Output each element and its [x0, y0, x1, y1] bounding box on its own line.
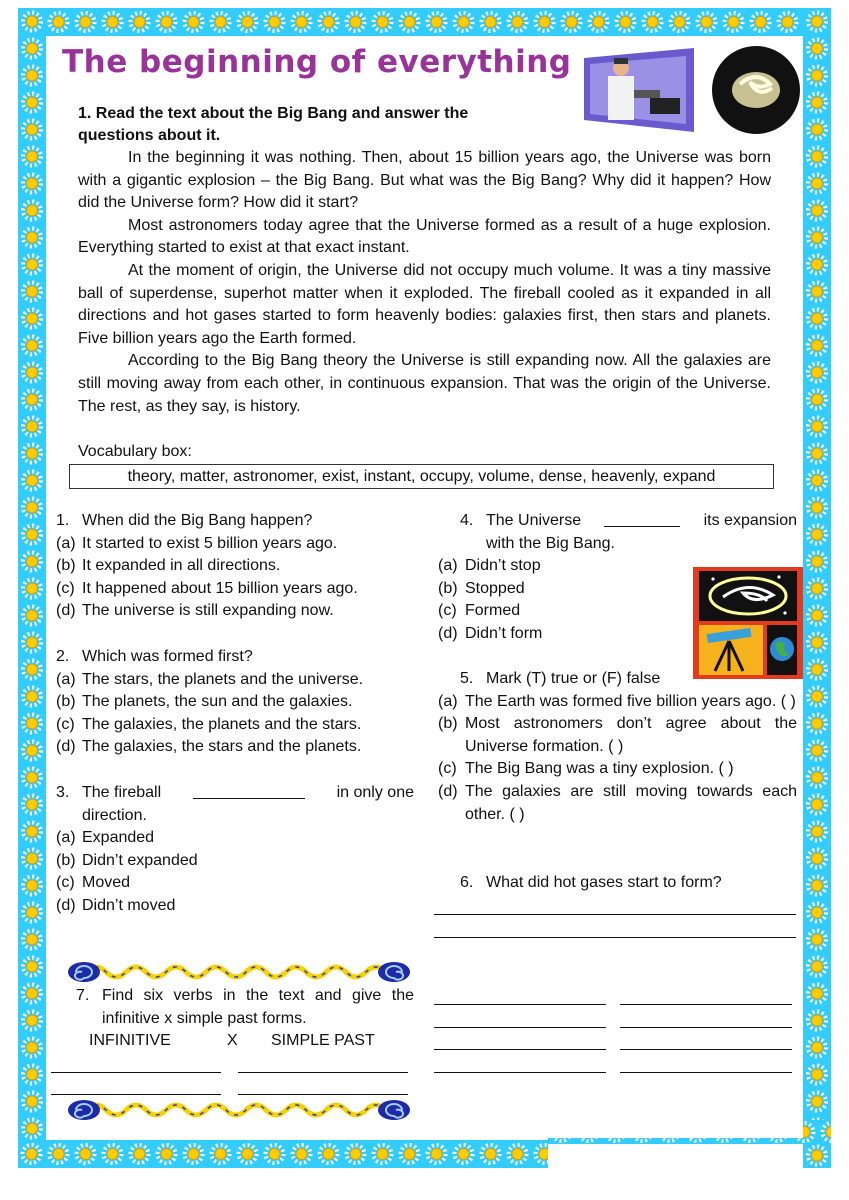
sun-icon [509, 1145, 527, 1163]
option-b: (b) The planets, the sun and the galaxies. [56, 693, 353, 711]
simple-past-line[interactable] [620, 1004, 792, 1005]
answer-line[interactable] [434, 914, 796, 915]
question-1 [56, 510, 416, 623]
sun-icon [808, 1066, 826, 1084]
border-bottom [18, 1140, 548, 1168]
option-b: (b) Stopped [438, 579, 525, 597]
sun-icon [808, 850, 826, 868]
sun-icon [23, 67, 41, 85]
sun-icon [320, 13, 338, 31]
question-text: The Universe [486, 512, 582, 529]
sun-icon [212, 1145, 230, 1163]
option-b: (b) Most astronomers don’t agree about the Universe formation. ( ) [438, 715, 797, 755]
sun-icon [509, 13, 527, 31]
option-b: (b) It expanded in all directions. [56, 557, 281, 575]
swirl-divider-bottom [66, 1098, 412, 1122]
sun-icon [563, 13, 581, 31]
sun-icon [808, 310, 826, 328]
sun-icon [23, 94, 41, 112]
simple-past-header: SIMPLE PAST [271, 1032, 375, 1049]
passage-paragraph: In the beginning it was nothing. Then, about 15 billion years ago, the Universe was born with a gigantic explosion – the Big Bang. But what was the Big Bang? Why did it happen? How did the Universe form? How did it start? [78, 149, 771, 212]
sun-icon [347, 13, 365, 31]
sun-icon [293, 13, 311, 31]
question-number: 2. [56, 648, 70, 665]
sun-icon [23, 364, 41, 382]
q7-column-headers [89, 1030, 389, 1053]
question-text: The fireball [82, 784, 162, 801]
sun-icon [23, 472, 41, 490]
sun-icon [808, 877, 826, 895]
question-5 [438, 668, 797, 826]
sun-icon [808, 553, 826, 571]
sun-icon [808, 742, 826, 760]
sun-icon [23, 958, 41, 976]
sun-icon [23, 256, 41, 274]
sun-icon [23, 445, 41, 463]
sun-icon [104, 1145, 122, 1163]
sun-icon [808, 283, 826, 301]
sun-icon [266, 13, 284, 31]
sun-icon [808, 391, 826, 409]
sun-icon [23, 661, 41, 679]
infinitive-line[interactable] [434, 1004, 606, 1005]
sun-icon [23, 553, 41, 571]
instructions: 1. Read the text about the Big Bang and answer the questions about it. [78, 105, 469, 144]
sun-icon [455, 13, 473, 31]
sun-icon [50, 1145, 68, 1163]
passage-paragraph: At the moment of origin, the Universe did not occupy much volume. It was a tiny massive ball of superdense, superhot matter when it exploded. The fireball cooled as it expanded in all directions and hot gases started to form heavenly bodies: galaxies first, then stars and planets. Five billion years ago the Earth formed. [78, 261, 771, 347]
sun-icon [23, 931, 41, 949]
sun-icon [808, 715, 826, 733]
infinitive-header: INFINITIVE [89, 1032, 171, 1049]
sun-icon [808, 931, 826, 949]
sun-icon [590, 13, 608, 31]
sun-icon [808, 256, 826, 274]
question-text: direction. [82, 806, 147, 824]
border-left [18, 8, 46, 1168]
sun-icon [23, 1039, 41, 1057]
sun-icon [23, 283, 41, 301]
sun-icon [185, 1145, 203, 1163]
sun-icon [23, 580, 41, 598]
question-number: 7. [76, 987, 90, 1004]
option-c: (c) Moved [56, 874, 131, 892]
sun-icon [23, 499, 41, 517]
option-c: (c) It happened about 15 billion years ago. [56, 579, 358, 597]
option-a: (a) The stars, the planets and the universe. [56, 670, 364, 688]
sun-icon [239, 13, 257, 31]
option-b: (b) Didn’t expanded [56, 851, 198, 869]
sun-icon [779, 13, 797, 31]
passage-paragraph: According to the Big Bang theory the Universe is still expanding now. All the galaxies are still moving away from each other, in continuous expansion. That was the origin of the Universe. The rest, as they say, is history. [78, 352, 771, 415]
sun-icon [808, 94, 826, 112]
question-6 [438, 872, 797, 895]
sun-icon [428, 1145, 446, 1163]
sun-icon [266, 1145, 284, 1163]
sun-icon [23, 877, 41, 895]
sun-icon [808, 634, 826, 652]
sun-icon [808, 688, 826, 706]
sun-icon [808, 40, 826, 58]
sun-icon [808, 580, 826, 598]
question-text: Which was formed first? [82, 648, 253, 665]
option-a: (a) It started to exist 5 billion years ago. [56, 534, 338, 552]
option-d: (d) The galaxies, the stars and the planets. [56, 738, 362, 756]
sun-icon [808, 13, 826, 31]
sun-icon [23, 202, 41, 220]
sun-icon [185, 13, 203, 31]
option-c: (c) The galaxies, the planets and the stars. [56, 715, 362, 733]
answer-line[interactable] [434, 937, 796, 938]
sun-icon [808, 985, 826, 1003]
sun-icon [23, 229, 41, 247]
sun-icon [23, 607, 41, 625]
astronomer-galaxy-illustration [574, 40, 804, 140]
sun-icon [23, 526, 41, 544]
sun-icon [23, 1093, 41, 1111]
option-d: (d) The galaxies are still moving towards each other. ( ) [438, 782, 797, 823]
sun-icon [808, 796, 826, 814]
sun-icon [808, 418, 826, 436]
sun-icon [23, 850, 41, 868]
sun-icon [23, 769, 41, 787]
question-3 [56, 782, 414, 918]
simple-past-line[interactable] [620, 1049, 792, 1050]
sun-icon [23, 418, 41, 436]
sun-icon [23, 337, 41, 355]
question-number: 5. [460, 670, 474, 687]
answer-blank[interactable] [193, 782, 305, 799]
infinitive-line[interactable] [51, 1072, 221, 1073]
option-d: (d) Didn’t form [438, 624, 543, 642]
sun-icon [23, 688, 41, 706]
option-d: (d) The universe is still expanding now. [56, 602, 334, 620]
sun-icon [23, 121, 41, 139]
sun-icon [808, 904, 826, 922]
separator-x: X [227, 1032, 238, 1049]
sun-icon [808, 472, 826, 490]
question-text: Mark (T) true or (F) false [486, 670, 661, 687]
option-a: (a) Didn’t stop [438, 557, 541, 575]
option-c: (c) The Big Bang was a tiny explosion. ( ) [438, 760, 734, 778]
sun-icon [808, 445, 826, 463]
sun-icon [77, 1145, 95, 1163]
question-text: in only one [336, 784, 414, 801]
sun-icon [808, 148, 826, 166]
question-text: its expansion [703, 512, 797, 529]
simple-past-line[interactable] [620, 1072, 792, 1073]
question-7 [76, 985, 414, 1030]
simple-past-line[interactable] [620, 1027, 792, 1028]
sun-icon [808, 607, 826, 625]
sun-icon [808, 661, 826, 679]
option-a: (a) The Earth was formed five billion years ago. ( ) [438, 692, 796, 710]
question-number: 6. [460, 874, 474, 891]
sun-icon [23, 823, 41, 841]
question-text: with the Big Bang. [486, 534, 615, 552]
question-number: 4. [460, 512, 474, 529]
sun-icon [808, 121, 826, 139]
border-right [803, 8, 831, 1168]
passage-paragraph: Most astronomers today agree that the Universe formed as a result of a huge explosion. Everything started to exist at that exact instant. [78, 216, 771, 257]
sun-icon [23, 634, 41, 652]
sun-icon [671, 13, 689, 31]
sun-icon [23, 1066, 41, 1084]
swirl-divider-top [66, 960, 412, 984]
sun-icon [23, 985, 41, 1003]
sun-icon [428, 13, 446, 31]
sun-icon [131, 1145, 149, 1163]
sun-icon [158, 13, 176, 31]
sun-icon [23, 13, 41, 31]
sun-icon [617, 13, 635, 31]
sun-icon [77, 13, 95, 31]
sun-icon [401, 13, 419, 31]
sun-icon [808, 337, 826, 355]
sun-icon [808, 526, 826, 544]
sun-icon [536, 1145, 549, 1163]
sun-icon [698, 13, 716, 31]
sun-icon [50, 13, 68, 31]
sun-icon [808, 229, 826, 247]
sun-icon [808, 1039, 826, 1057]
sun-icon [644, 13, 662, 31]
sun-icon [808, 202, 826, 220]
option-d: (d) Didn’t moved [56, 896, 176, 914]
sun-icon [808, 823, 826, 841]
sun-icon [23, 796, 41, 814]
sun-icon [23, 148, 41, 166]
sun-icon [808, 175, 826, 193]
sun-icon [808, 1093, 826, 1111]
sun-icon [752, 13, 770, 31]
sun-icon [23, 715, 41, 733]
question-text: What did hot gases start to form? [486, 874, 722, 891]
sun-icon [23, 391, 41, 409]
option-a: (a) Expanded [56, 829, 155, 847]
sun-icon [808, 364, 826, 382]
sun-icon [725, 13, 743, 31]
sun-icon [23, 1145, 41, 1163]
sun-icon [23, 742, 41, 760]
sun-icon [808, 499, 826, 517]
sun-icon [482, 13, 500, 31]
sun-icon [536, 13, 554, 31]
telescope-galaxy-clipart [693, 567, 803, 679]
border-top [18, 8, 830, 36]
sun-icon [347, 1145, 365, 1163]
sun-icon [23, 310, 41, 328]
sun-icon [808, 67, 826, 85]
question-number: 3. [56, 784, 70, 801]
infinitive-line[interactable] [434, 1049, 606, 1050]
answer-blank[interactable] [604, 510, 680, 527]
sun-icon [239, 1145, 257, 1163]
sun-icon [401, 1145, 419, 1163]
question-text: Find six verbs in the text and give the infinitive x simple past forms. [102, 987, 414, 1027]
vocabulary-box: theory, matter, astronomer, exist, instant, occupy, volume, dense, heavenly, expand [69, 464, 774, 489]
simple-past-line[interactable] [238, 1094, 408, 1095]
infinitive-line[interactable] [434, 1027, 606, 1028]
sun-icon [131, 13, 149, 31]
sun-icon [808, 1012, 826, 1030]
simple-past-line[interactable] [238, 1072, 408, 1073]
sun-icon [823, 1123, 832, 1141]
sun-icon [808, 958, 826, 976]
sun-icon [158, 1145, 176, 1163]
sun-icon [23, 175, 41, 193]
sun-icon [23, 1120, 41, 1138]
infinitive-line[interactable] [51, 1094, 221, 1095]
sun-icon [293, 1145, 311, 1163]
page-title: The beginning of everything [62, 44, 572, 80]
sun-icon [808, 769, 826, 787]
sun-icon [104, 13, 122, 31]
sun-icon [212, 13, 230, 31]
sun-icon [455, 1145, 473, 1163]
sun-icon [482, 1145, 500, 1163]
question-number: 1. [56, 512, 70, 529]
sun-icon [23, 904, 41, 922]
sun-icon [374, 13, 392, 31]
vocabulary-label: Vocabulary box: [78, 443, 192, 460]
sun-icon [23, 1012, 41, 1030]
question-text: When did the Big Bang happen? [82, 512, 313, 529]
sun-icon [374, 1145, 392, 1163]
sun-icon [23, 40, 41, 58]
question-2 [56, 646, 416, 759]
sun-icon [808, 1147, 826, 1165]
infinitive-line[interactable] [434, 1072, 606, 1073]
reading-passage [78, 147, 771, 418]
sun-icon [320, 1145, 338, 1163]
option-c: (c) Formed [438, 602, 521, 620]
